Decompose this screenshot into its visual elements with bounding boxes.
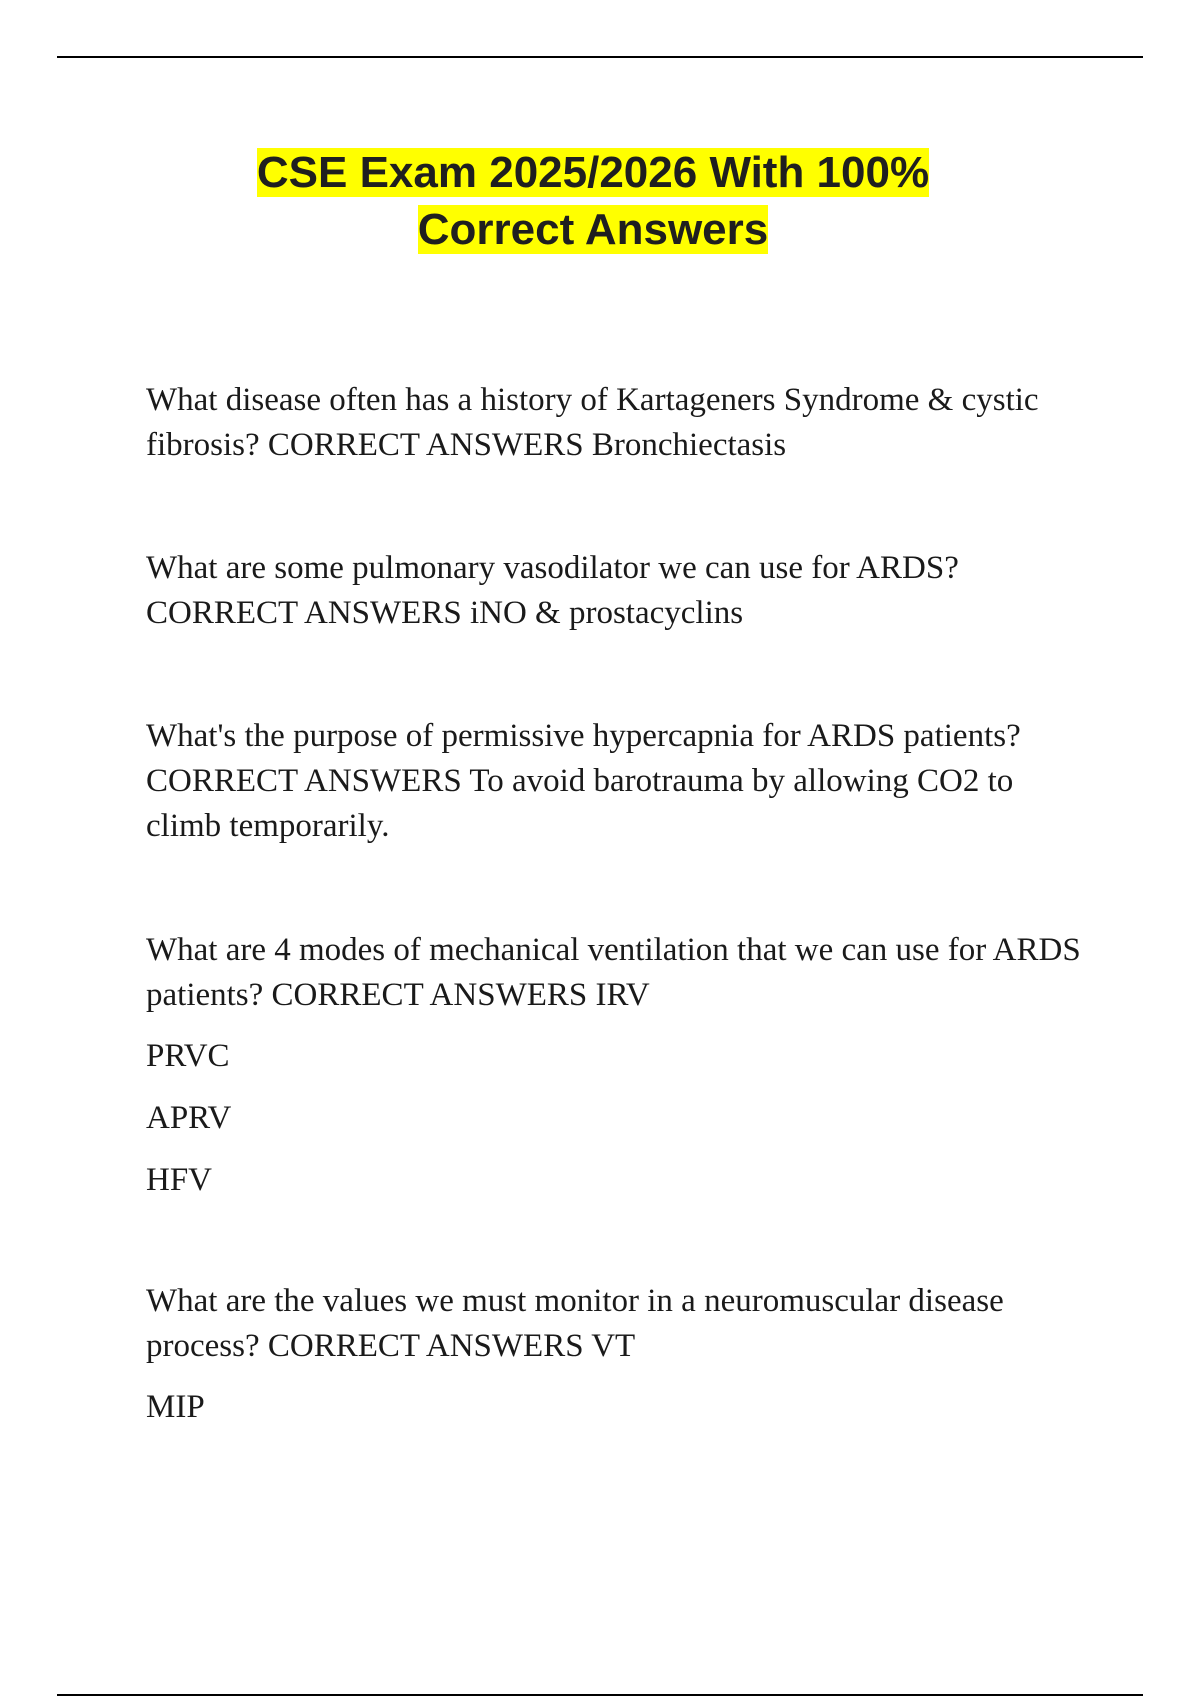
qa-item-4: What are 4 modes of mechanical ventilation that we can use for ARDS patients? CORRECT ANSWERS IRV <box>146 932 1081 1013</box>
title-line-1: CSE Exam 2025/2026 With 100% <box>256 148 930 197</box>
qa-item-5-answer-line: MIP <box>146 1389 205 1425</box>
qa-item-1: What disease often has a history of Kartageners Syndrome & cystic fibrosis? CORRECT ANSWERS Bronchiectasis <box>146 382 1039 463</box>
qa-item-3: What's the purpose of permissive hypercapnia for ARDS patients? CORRECT ANSWERS To avoid barotrauma by allowing CO2 to climb temporarily. <box>146 718 1021 844</box>
top-rule <box>57 56 1143 58</box>
qa-item-2: What are some pulmonary vasodilator we can use for ARDS? CORRECT ANSWERS iNO & prostacyclins <box>146 550 959 631</box>
qa-item-4-answer-line: APRV <box>146 1100 232 1136</box>
qa-item-5: What are the values we must monitor in a neuromuscular disease process? CORRECT ANSWERS VT <box>146 1283 1004 1364</box>
qa-item-4-answer-line: PRVC <box>146 1038 230 1074</box>
document-title <box>0 144 1186 258</box>
bottom-rule <box>57 1694 1143 1696</box>
title-line-2: Correct Answers <box>417 205 769 254</box>
qa-item-4-answer-line: HFV <box>146 1162 213 1198</box>
